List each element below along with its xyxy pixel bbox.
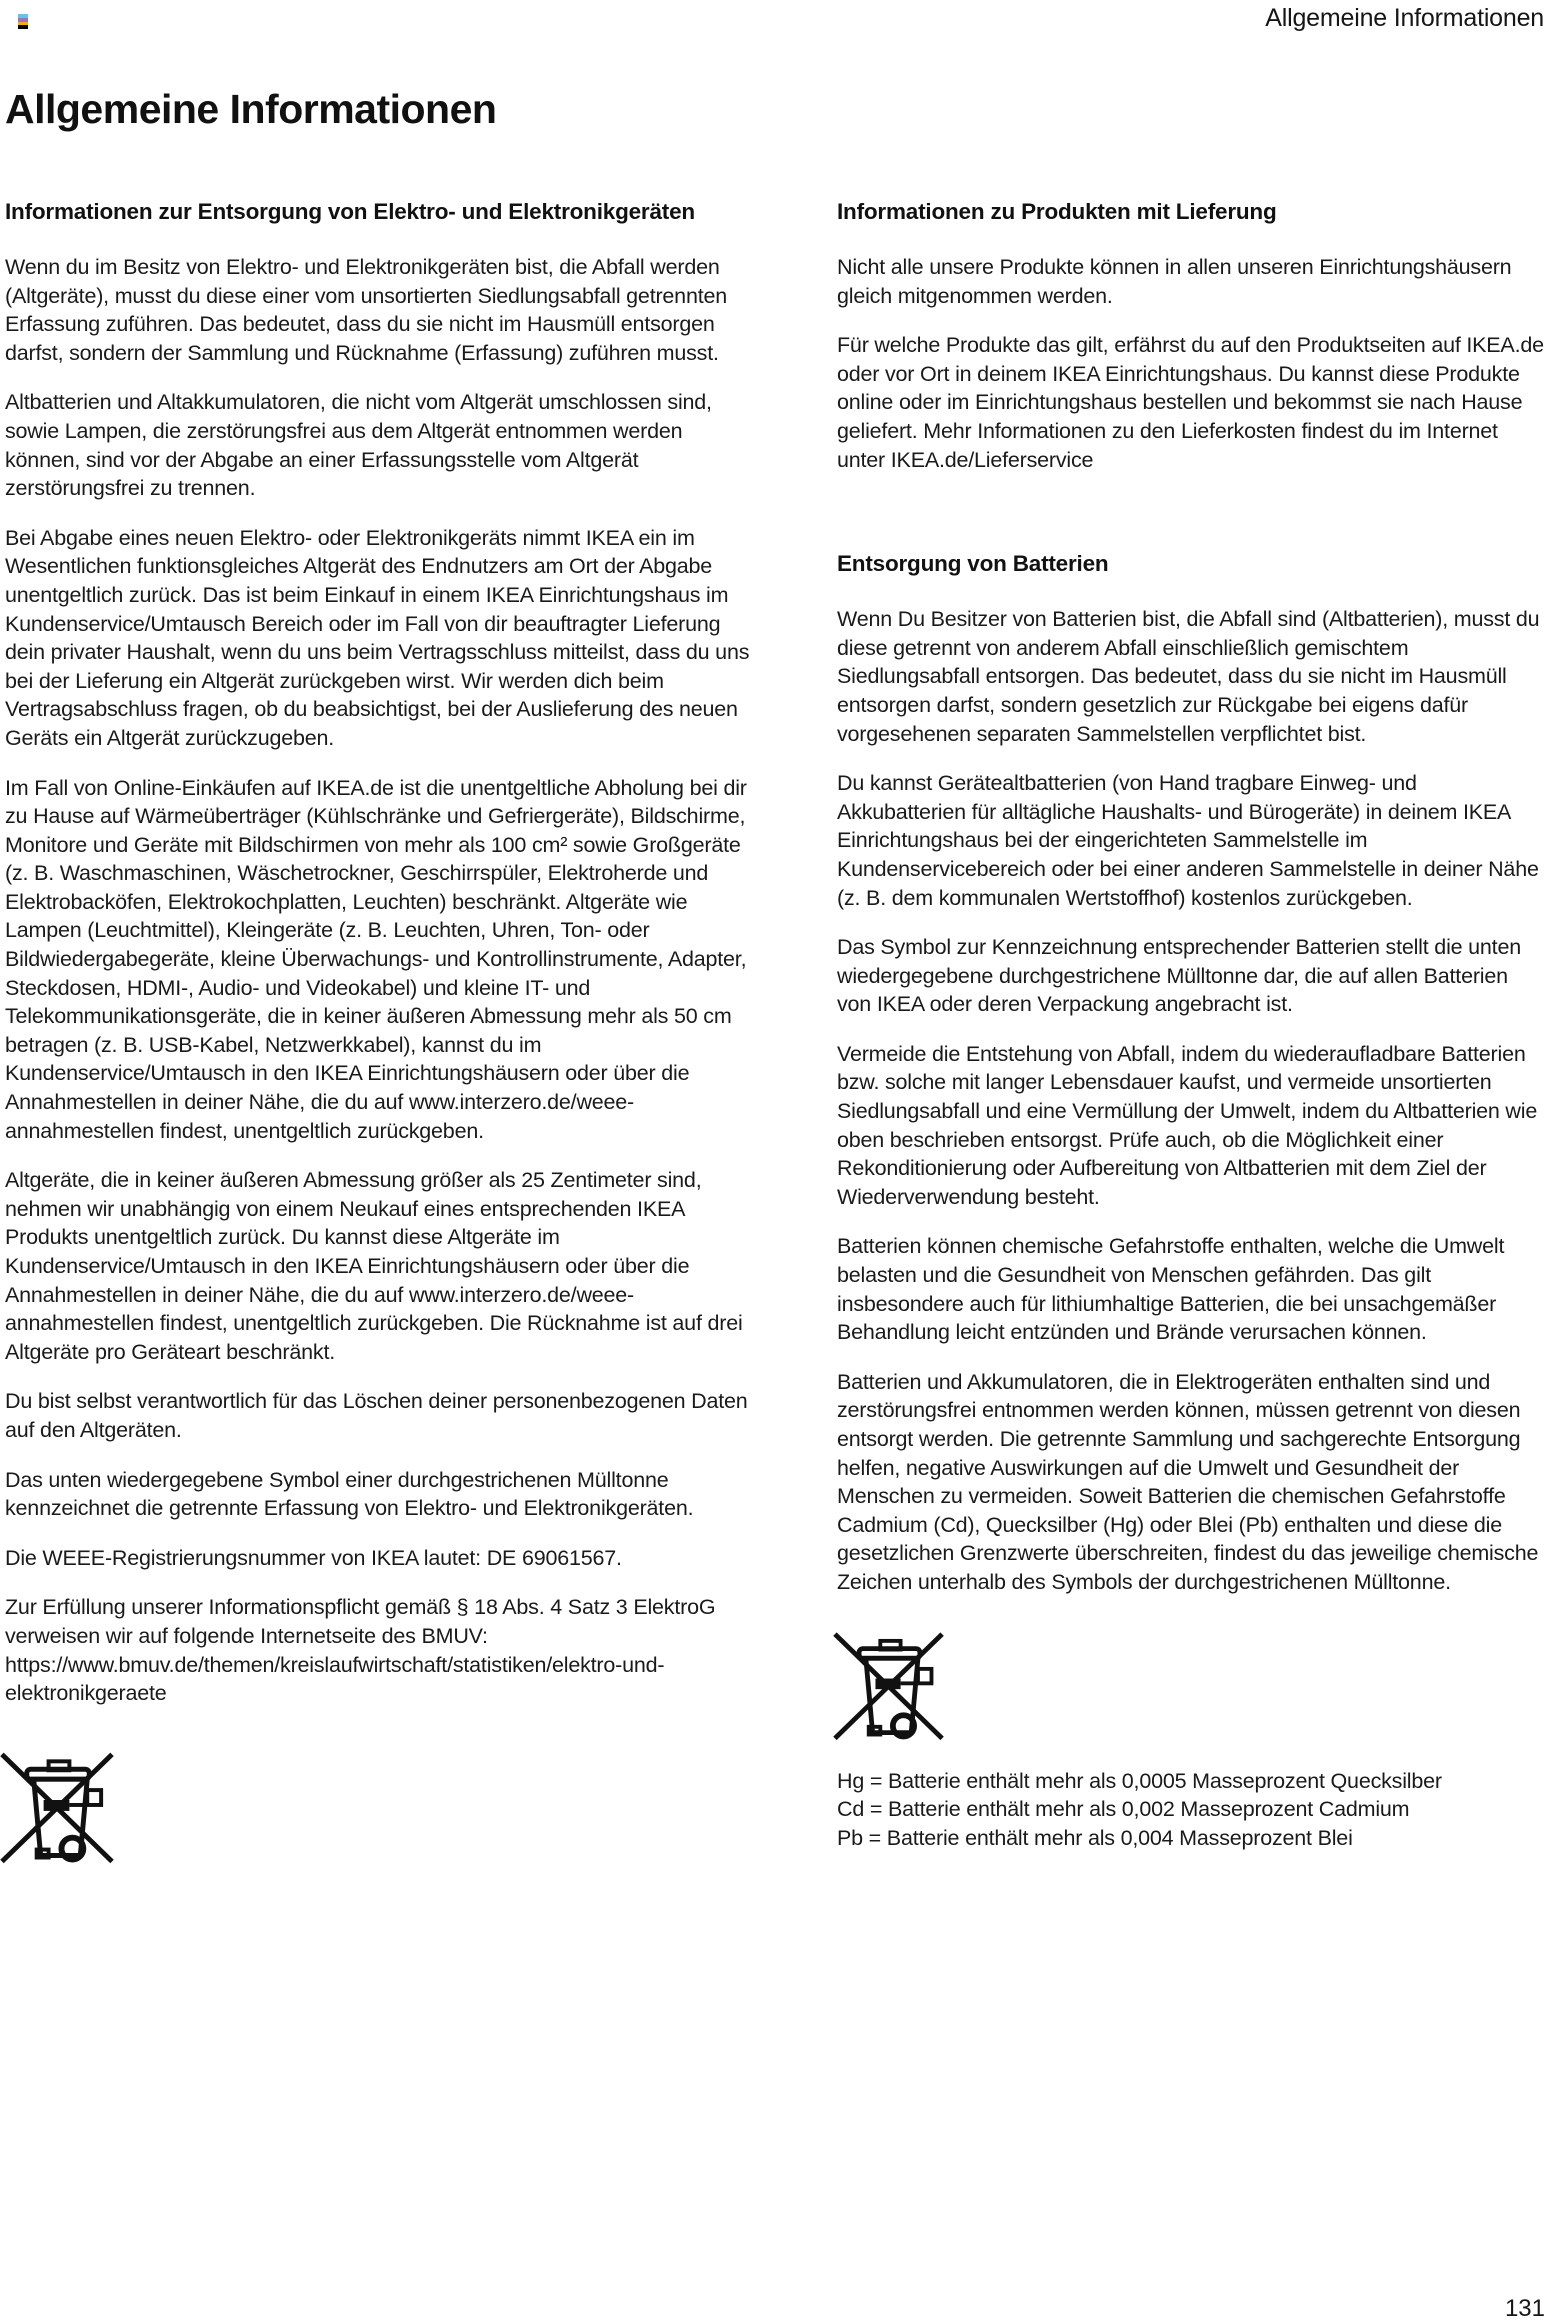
- weee-crossed-bin-icon: [0, 1738, 115, 1864]
- paragraph: Batterien und Akkumulatoren, die in Elektrogeräten enthalten sind und zerstörungsfrei entnommen werden können, müssen getrennt von diesen entsorgt werden. Die getrennte Sammlung und sachgerechte Entsorgung helfen, negative Auswirkungen auf die Umwelt und Gesundheit der Menschen zu vermeiden. Soweit Batterien die chemischen Gefahrstoffe Cadmium (Cd), Quecksilber (Hg) oder Blei (Pb) enthalten und diese die gesetzlichen Grenzwerte überschreiten, findest du das jeweilige chemische Zeichen unterhalb des Symbols der durchgestrichenen Mülltonne.: [837, 1369, 1539, 1594]
- legend-line-cd: Cd = Batterie enthält mehr als 0,002 Masseprozent Cadmium: [837, 1797, 1410, 1822]
- running-header: Allgemeine Informationen: [1265, 4, 1544, 32]
- legend-line-pb: Pb = Batterie enthält mehr als 0,004 Masseprozent Blei: [837, 1825, 1353, 1850]
- paragraph: Altgeräte, die in keiner äußeren Abmessung größer als 25 Zentimeter sind, nehmen wir unabhängig von einem Neukauf eines entsprechenden IKEA Produkts unentgeltlich zurück. Du kannst diese Altgeräte im Kundenservice/Umtausch in den IKEA Einrichtungshäusern oder über die Annahmestellen in deiner Nähe, die du auf www.interzero.de/weee-annahmestellen findest, unentgeltlich zurückgeben. Die Rücknahme ist auf drei Altgeräte pro Geräteart beschränkt.: [5, 1168, 743, 1364]
- paragraph: Vermeide die Entstehung von Abfall, indem du wiederaufladbare Batterien bzw. solche mit langer Lebensdauer kaufst, und vermeide unsortierten Siedlungsabfall und eine Vermüllung der Umwelt, indem du Altbatterien wie oben beschrieben entsorgst. Prüfe auch, ob die Möglichkeit einer Rekonditionierung oder Aufbereitung von Altbatterien mit dem Ziel der Wiederverwendung besteht.: [837, 1041, 1538, 1209]
- page-number: 131: [1504, 2295, 1545, 2322]
- paragraph: Das Symbol zur Kennzeichnung entsprechender Batterien stellt die unten wiedergegebene durchgestrichene Mülltonne dar, die auf allen Batterien von IKEA oder deren Verpackung angebracht ist.: [837, 935, 1521, 1017]
- paragraph: Zur Erfüllung unserer Informationspflicht gemäß § 18 Abs. 4 Satz 3 ElektroG verweisen wir auf folgende Internetseite des BMUV: https://www.bmuv.de/themen/kreislaufwirtschaft/statistiken/elektro-und-elektronikgeraete: [5, 1595, 716, 1706]
- paragraph: Du kannst Gerätealtbatterien (von Hand tragbare Einweg- und Akkubatterien für alltägliche Haushalts- und Bürogeräte) in deinem IKEA Einrichtungshaus bei der eingerichteten Sammelstelle im Kundenservicebereich oder bei einer anderen Sammelstelle in deiner Nähe (z. B. dem kommunalen Wertstoffhof) kostenlos zurückgeben.: [837, 771, 1539, 910]
- paragraph: Die WEEE-Registrierungsnummer von IKEA lautet: DE 69061567.: [5, 1545, 622, 1570]
- paragraph: Das unten wiedergegebene Symbol einer durchgestrichenen Mülltonne kennzeichnet die getrennte Erfassung von Elektro- und Elektronikgeräten.: [5, 1467, 694, 1521]
- section-heading-elektro-entsorgung: Informationen zur Entsorgung von Elektro- und Elektronikgeräten: [5, 199, 695, 224]
- paragraph: Für welche Produkte das gilt, erfährst du auf den Produktseiten auf IKEA.de oder vor Ort in deinem IKEA Einrichtungshaus. Du kannst diese Produkte online oder im Einrichtungshaus bestellen und bekommst sie nach Hause geliefert. Mehr Informationen zu den Lieferkosten findest du im Internet unter IKEA.de/Lieferservice: [837, 333, 1544, 472]
- color-stripe-logo-icon: [18, 14, 28, 29]
- paragraph: Nicht alle unsere Produkte können in allen unseren Einrichtungshäusern gleich mitgenommen werden.: [837, 255, 1512, 308]
- logo-stripe-black: [18, 25, 28, 29]
- paragraph: Wenn du im Besitz von Elektro- und Elektronikgeräten bist, die Abfall werden (Altgeräte), musst du diese einer vom unsortierten Siedlungsabfall getrennten Erfassung zuführen. Das bedeutet, dass du sie nicht im Hausmüll entsorgen darfst, sondern der Sammlung und Rücknahme (Erfassung) zuführen musst.: [5, 255, 727, 365]
- section-heading-batterien: Entsorgung von Batterien: [837, 551, 1109, 577]
- legend-line-hg: Hg = Batterie enthält mehr als 0,0005 Masseprozent Quecksilber: [837, 1768, 1442, 1793]
- battery-chemical-legend: [837, 1767, 1547, 1853]
- weee-crossed-bin-icon: [833, 1618, 945, 1741]
- right-column: [837, 198, 1547, 1852]
- page-title: Allgemeine Informationen: [5, 86, 497, 132]
- paragraph: Batterien können chemische Gefahrstoffe enthalten, welche die Umwelt belasten und die Gesundheit von Menschen gefährden. Das gilt insbesondere auch für lithiumhaltige Batterien, die bei unsachgemäßer Behandlung leicht entzünden und Brände verursachen können.: [837, 1234, 1505, 1345]
- paragraph: Bei Abgabe eines neuen Elektro- oder Elektronikgeräts nimmt IKEA ein im Wesentlichen funktionsgleiches Altgerät des Endnutzers am Ort der Abgabe unentgeltlich zurück. Das ist beim Einkauf in einem IKEA Einrichtungshaus im Kundenservice/Umtausch Bereich oder im Fall von dir beauftragter Lieferung dein privater Haushalt, wenn du uns beim Vertragsschluss mitteilst, dass du uns bei der Lieferung ein Altgerät zurückgeben wirst. Wir werden dich beim Vertragsabschluss fragen, ob du beabsichtigst, bei der Auslieferung des neuen Geräts ein Altgerät zurückzugeben.: [5, 525, 750, 750]
- section-heading-lieferung: Informationen zu Produkten mit Lieferung: [837, 199, 1277, 224]
- paragraph: Du bist selbst verantwortlich für das Löschen deiner personenbezogenen Daten auf den Altgeräten.: [5, 1389, 748, 1442]
- paragraph: Im Fall von Online-Einkäufen auf IKEA.de ist die unentgeltliche Abholung bei dir zu Hause auf Wärmeüberträger (Kühlschränke und Gefriergeräte), Bildschirme, Monitore und Geräte mit Bildschirmen von mehr als 100 cm² sowie Großgeräte (z. B. Waschmaschinen, Wäschetrockner, Geschirrspüler, Elektroherde und Elektrobacköfen, Elektrokochplatten, Leuchten) beschränkt. Altgeräte wie Lampen (Leuchtmittel), Kleingeräte (z. B. Leuchten, Uhren, Ton- oder Bildwiedergabegeräte, kleine Überwachungs- und Kontrollinstrumente, Adapter, Steckdosen, HDMI-, Audio- und Videokabel) und kleine IT- und Telekommunikationsgeräte, die in keiner äußeren Abmessung mehr als 50 cm betragen (z. B. USB-Kabel, Netzwerkkabel), kannst du im Kundenservice/Umtausch in den IKEA Einrichtungshäusern oder über die Annahmestellen in deiner Nähe, die du auf www.interzero.de/weee-annahmestellen findest, unentgeltlich zurückgeben.: [5, 775, 747, 1143]
- paragraph: Wenn Du Besitzer von Batterien bist, die Abfall sind (Altbatterien), musst du diese getrennt von anderem Abfall einschließlich gemischtem Siedlungsabfall entsorgen. Das bedeutet, dass du sie nicht im Hausmüll entsorgen darfst, sondern gesetzlich zur Rückgabe bei eigens dafür vorgesehenen separaten Sammelstellen verpflichtet bist.: [837, 607, 1540, 746]
- paragraph: Altbatterien und Altakkumulatoren, die nicht vom Altgerät umschlossen sind, sowie Lampen, die zerstörungsfrei aus dem Altgerät entnommen werden können, sind vor der Abgabe an einer Erfassungsstelle vom Altgerät zerstörungsfrei zu trennen.: [5, 390, 712, 501]
- left-column: [5, 198, 763, 1864]
